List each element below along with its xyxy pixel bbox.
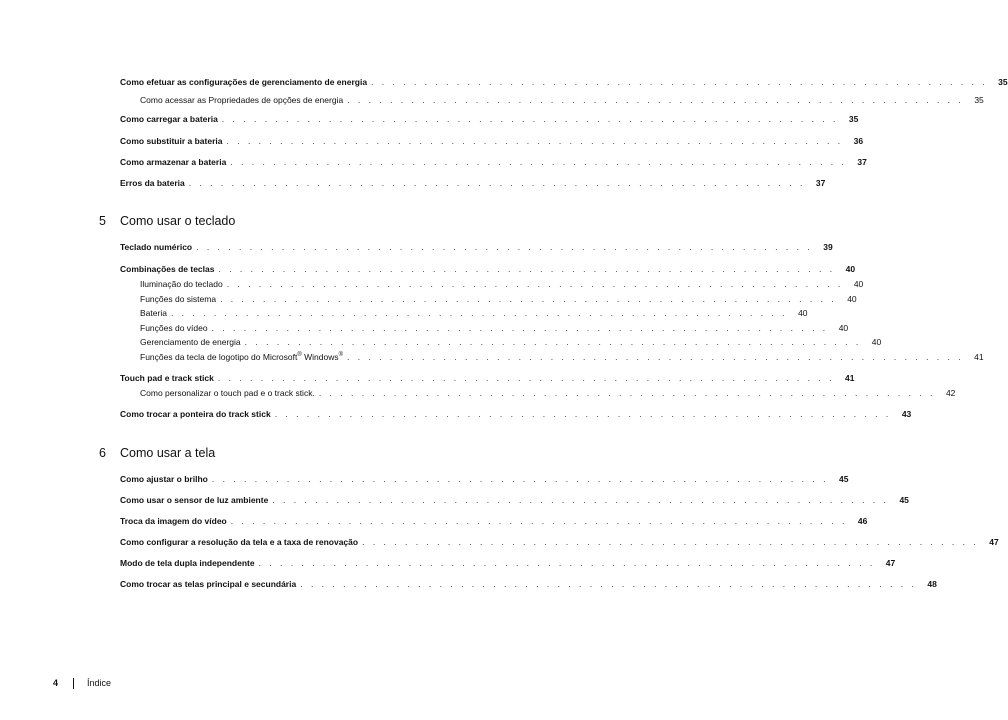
toc-entry-page: 35 xyxy=(974,95,984,105)
toc-subentry xyxy=(140,93,984,107)
toc-entry-title: Modo de tela dupla independente xyxy=(120,558,255,568)
toc-subentry xyxy=(140,335,882,349)
registered-mark: ® xyxy=(297,352,302,359)
toc-entry-title: Como trocar as telas principal e secundária xyxy=(120,579,297,589)
toc-entry-page: 43 xyxy=(901,409,912,419)
toc-entry xyxy=(120,262,856,276)
toc-entry xyxy=(120,155,867,169)
toc-entry-title: Teclado numérico xyxy=(120,242,193,252)
dot-leader: . . . . . . . . . . . . . . . . . . . . . . . . . . . . . . . . . . . . . . . . . . . . . . . . . . . . . . . . . . xyxy=(258,558,876,568)
toc-entry-title: Funções do sistema xyxy=(140,294,217,304)
toc-entry-page: 41 xyxy=(974,352,984,362)
toc-subentry xyxy=(140,306,808,320)
toc-entry xyxy=(120,514,868,528)
toc-entry-title: Bateria xyxy=(140,308,167,318)
page-number: 4 xyxy=(53,678,59,688)
dot-leader: . . . . . . . . . . . . . . . . . . . . . . . . . . . . . . . . . . . . . . . . . . . . . . . . . . . . . . . . . . xyxy=(371,77,988,87)
chapter-title: Como usar o teclado xyxy=(120,214,236,228)
page-footer xyxy=(53,676,111,690)
toc-subentry xyxy=(140,277,864,291)
toc-entry xyxy=(120,112,859,126)
toc-entry xyxy=(120,472,849,486)
dot-leader: . . . . . . . . . . . . . . . . . . . . . . . . . . . . . . . . . . . . . . . . . . . . . . . . . . . . . . . . . . xyxy=(300,579,917,589)
toc-entry-title: Como efetuar as configurações de gerenciamento de energia xyxy=(120,77,368,87)
toc-entry xyxy=(120,240,833,254)
dot-leader: . . . . . . . . . . . . . . . . . . . . . . . . . . . . . . . . . . . . . . . . . . . . . . . . . . . . . . . . . . xyxy=(272,495,889,505)
toc-entry xyxy=(120,493,909,507)
chapter-title: Como usar a tela xyxy=(120,446,216,460)
toc-entry-page: 42 xyxy=(945,388,956,398)
toc-subentry xyxy=(140,386,956,400)
dot-leader: . . . . . . . . . . . . . . . . . . . . . . . . . . . . . . . . . . . . . . . . . . . . . . . . . . . . . . . . . . xyxy=(188,178,806,188)
toc-entry xyxy=(120,535,999,549)
dot-leader: . . . . . . . . . . . . . . . . . . . . . . . . . . . . . . . . . . . . . . . . . . . . . . . . . . . . . . . . . . xyxy=(217,373,835,383)
toc-entry-page: 45 xyxy=(838,474,849,484)
toc-entry-page: 45 xyxy=(899,495,909,505)
toc-entry-page: 40 xyxy=(845,264,856,274)
toc-entry-page: 40 xyxy=(838,323,849,333)
toc-entry-title: Como ajustar o brilho xyxy=(120,474,208,484)
toc-entry-page: 47 xyxy=(989,537,999,547)
toc-entry-title: Como personalizar o touch pad e o track stick. xyxy=(140,388,315,398)
toc-entry-title: Erros da bateria xyxy=(120,178,185,188)
toc-entry-page: 40 xyxy=(798,308,808,318)
toc-subentry xyxy=(140,292,857,306)
toc-entry-title: Touch pad e track stick xyxy=(120,373,214,383)
chapter-number: 5 xyxy=(99,214,106,228)
toc-entry xyxy=(120,134,864,148)
toc-entry-page: 35 xyxy=(848,114,859,124)
dot-leader: . . . . . . . . . . . . . . . . . . . . . . . . . . . . . . . . . . . . . . . . . . . . . . . . . . . . . . . . . . xyxy=(170,308,788,318)
dot-leader: . . . . . . . . . . . . . . . . . . . . . . . . . . . . . . . . . . . . . . . . . . . . . . . . . . . . . . . . . . xyxy=(226,136,844,146)
toc-entry-title: Como usar o sensor de luz ambiente xyxy=(120,495,269,505)
dot-leader: . . . . . . . . . . . . . . . . . . . . . . . . . . . . . . . . . . . . . . . . . . . . . . . . . . . . . . . . . . xyxy=(230,157,847,167)
dot-leader: . . . . . . . . . . . . . . . . . . . . . . . . . . . . . . . . . . . . . . . . . . . . . . . . . . . . . . . . . . xyxy=(221,114,839,124)
dot-leader: . . . . . . . . . . . . . . . . . . . . . . . . . . . . . . . . . . . . . . . . . . . . . . . . . . . . . . . . . . xyxy=(347,352,964,362)
toc-entry-page: 35 xyxy=(998,77,1008,87)
toc-entry-title: Combinações de teclas xyxy=(120,264,215,274)
toc-entry-page: 39 xyxy=(823,242,833,252)
registered-mark: ® xyxy=(338,352,344,359)
dot-leader: . . . . . . . . . . . . . . . . . . . . . . . . . . . . . . . . . . . . . . . . . . . . . . . . . . . . . . . . . . xyxy=(347,95,964,105)
toc-entry xyxy=(120,577,937,591)
toc-subentry xyxy=(140,321,849,335)
toc-entry-title: Como carregar a bateria xyxy=(120,114,218,124)
toc-entry-title: Gerenciamento de energia xyxy=(140,337,241,347)
dot-leader: . . . . . . . . . . . . . . . . . . . . . . . . . . . . . . . . . . . . . . . . . . . . . . . . . . . . . . . . . . xyxy=(196,242,813,252)
section-name: Índice xyxy=(87,678,112,688)
toc-entry xyxy=(120,407,912,421)
toc-entry-title: Como trocar a ponteira do track stick xyxy=(120,409,271,419)
toc-entry-title: Como acessar as Propriedades de opções de energia xyxy=(140,95,344,105)
toc-entry-title xyxy=(140,350,343,364)
dot-leader: . . . . . . . . . . . . . . . . . . . . . . . . . . . . . . . . . . . . . . . . . . . . . . . . . . . . . . . . . . xyxy=(211,474,829,484)
toc-entry xyxy=(120,75,1008,89)
dot-leader: . . . . . . . . . . . . . . . . . . . . . . . . . . . . . . . . . . . . . . . . . . . . . . . . . . . . . . . . . . xyxy=(244,337,862,347)
dot-leader: . . . . . . . . . . . . . . . . . . . . . . . . . . . . . . . . . . . . . . . . . . . . . . . . . . . . . . . . . . xyxy=(226,279,844,289)
dot-leader: . . . . . . . . . . . . . . . . . . . . . . . . . . . . . . . . . . . . . . . . . . . . . . . . . . . . . . . . . . xyxy=(211,323,829,333)
toc-entry-title: Iluminação do teclado xyxy=(140,279,223,289)
toc-entry xyxy=(120,556,896,570)
toc-entry-page: 37 xyxy=(815,178,826,188)
toc-entry-title: Funções do vídeo xyxy=(140,323,208,333)
title-part: Windows xyxy=(301,352,339,362)
toc-entry-page: 37 xyxy=(857,157,867,167)
toc-entry xyxy=(120,371,855,385)
chapter-heading xyxy=(99,214,235,234)
toc-entry-page: 47 xyxy=(885,558,896,568)
toc-entry-title: Troca da imagem do vídeo xyxy=(120,516,227,526)
toc-subentry xyxy=(140,350,984,364)
footer-divider xyxy=(73,678,74,689)
toc-entry-page: 40 xyxy=(847,294,857,304)
dot-leader: . . . . . . . . . . . . . . . . . . . . . . . . . . . . . . . . . . . . . . . . . . . . . . . . . . . . . . . . . . xyxy=(220,294,837,304)
toc-entry-title: Como configurar a resolução da tela e a taxa de renovação xyxy=(120,537,359,547)
toc-entry-page: 40 xyxy=(853,279,864,289)
toc-entry-title: Como armazenar a bateria xyxy=(120,157,227,167)
toc-entry-page: 40 xyxy=(871,337,882,347)
dot-leader: . . . . . . . . . . . . . . . . . . . . . . . . . . . . . . . . . . . . . . . . . . . . . . . . . . . . . . . . . . xyxy=(274,409,892,419)
toc-entry-page: 48 xyxy=(927,579,937,589)
chapter-number: 6 xyxy=(99,446,106,460)
toc-entry-page: 46 xyxy=(857,516,868,526)
title-part: Funções da tecla de logotipo do Microsoft xyxy=(140,352,298,362)
dot-leader: . . . . . . . . . . . . . . . . . . . . . . . . . . . . . . . . . . . . . . . . . . . . . . . . . . . . . . . . . . xyxy=(362,537,979,547)
toc-entry-page: 41 xyxy=(844,373,855,383)
dot-leader: . . . . . . . . . . . . . . . . . . . . . . . . . . . . . . . . . . . . . . . . . . . . . . . . . . . . . . . . . . xyxy=(230,516,848,526)
toc-entry xyxy=(120,176,826,190)
dot-leader: . . . . . . . . . . . . . . . . . . . . . . . . . . . . . . . . . . . . . . . . . . . . . . . . . . . . . . . . . . xyxy=(318,388,936,398)
dot-leader: . . . . . . . . . . . . . . . . . . . . . . . . . . . . . . . . . . . . . . . . . . . . . . . . . . . . . . . . . . xyxy=(218,264,836,274)
toc-entry-page: 36 xyxy=(853,136,864,146)
toc-entry-title: Como substituir a bateria xyxy=(120,136,223,146)
chapter-heading xyxy=(99,446,215,466)
